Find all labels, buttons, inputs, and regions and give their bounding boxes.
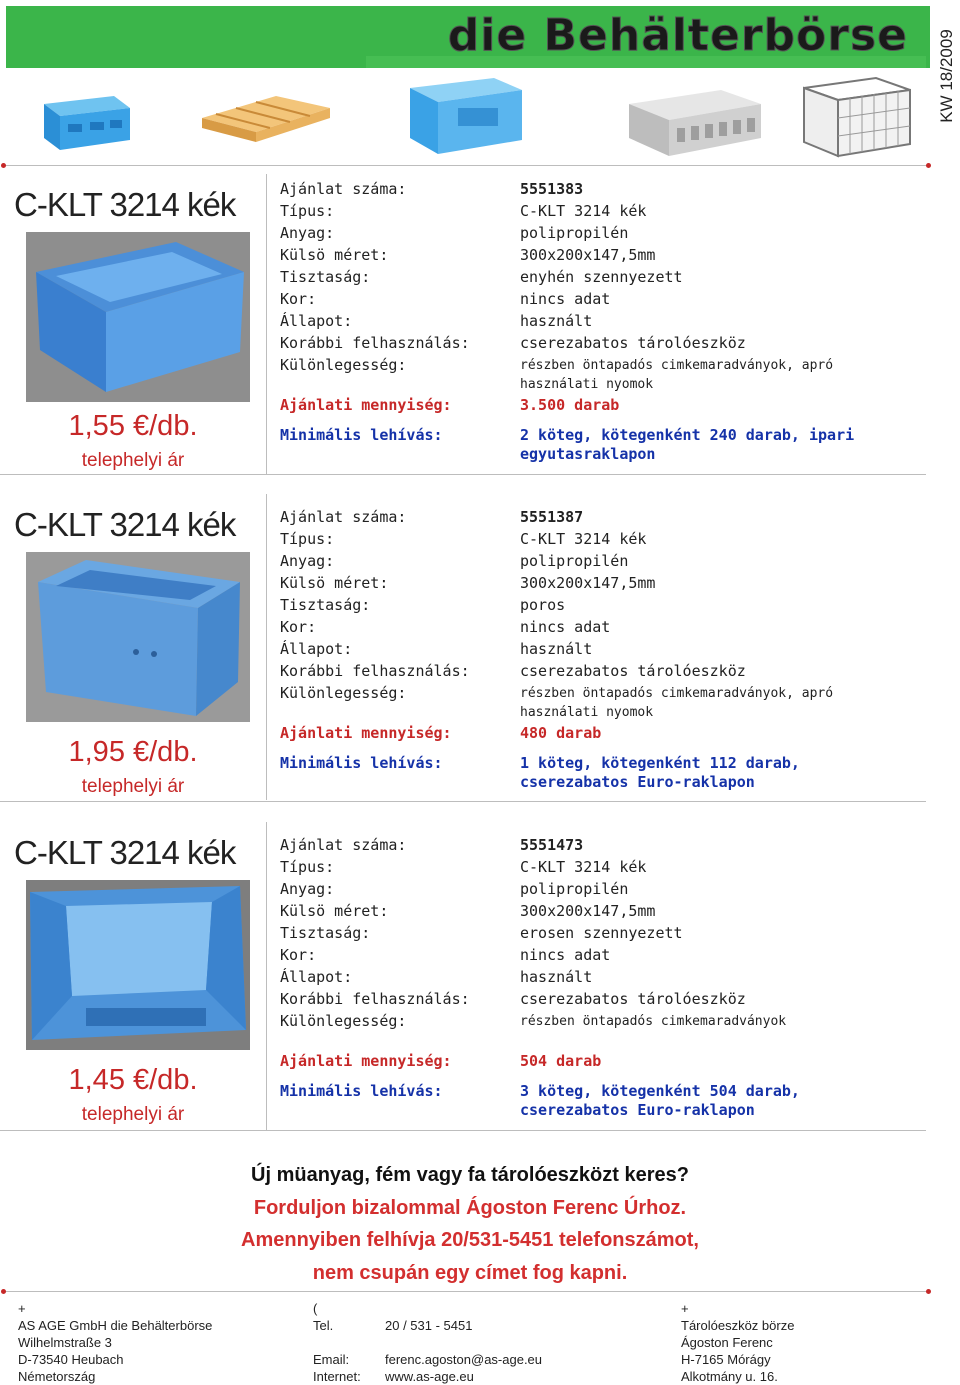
footer-agent <box>681 1300 794 1385</box>
divider-footer <box>4 1291 928 1292</box>
spec-condition: Állapot: használt <box>280 968 593 986</box>
agent-street: Alkotmány u. 16. <box>681 1369 778 1384</box>
offer-price-note: telephelyi ár <box>81 1104 185 1125</box>
footer-company <box>18 1300 212 1385</box>
metal-bin-image <box>398 74 528 160</box>
spec-type: Típus: C-KLT 3214 kék <box>280 858 647 876</box>
spec-material: Anyag: polipropilén <box>280 880 629 898</box>
offer-price: 1,55 €/db. <box>68 410 198 442</box>
agent-title: Tárolóeszköz börze <box>681 1318 795 1333</box>
web-label: Internet: <box>313 1369 361 1384</box>
spec-material: Anyag: polipropilén <box>280 224 629 242</box>
offer-title: C-KLT 3214 kék <box>14 186 236 223</box>
spec-min-order: Minimális lehívás: 3 köteg, kötegenként 504 darab, cserezabatos Euro-raklapon <box>280 1082 800 1119</box>
spec-special: Különlegesség: részben öntapadós cimkemaradványok, apró használati nyomok <box>280 356 834 392</box>
spec-dims: Külsö méret: 300x200x147,5mm <box>280 902 656 920</box>
spec-cleanliness: Tisztaság: enyhén szennyezett <box>280 268 683 286</box>
spec-offer-no: Ajánlat száma: 5551473 <box>280 836 584 854</box>
spec-dims: Külsö méret: 300x200x147,5mm <box>280 574 656 592</box>
offer-specs <box>280 180 920 466</box>
offer-separator <box>0 474 926 475</box>
spec-qty: Ajánlati mennyiség: 504 darab <box>280 1052 602 1070</box>
company-country: Németország <box>18 1369 96 1384</box>
spec-cleanliness: Tisztaság: poros <box>280 596 566 614</box>
brand-logo-title: die Behälterbörse <box>447 10 908 61</box>
column-divider <box>266 822 267 1130</box>
offer-price-note: telephelyi ár <box>81 450 185 471</box>
agent-name: Ágoston Ferenc <box>681 1335 773 1350</box>
spec-min-order: Minimális lehívás: 1 köteg, kötegenként 112 darab, cserezabatos Euro-raklapon <box>280 754 800 791</box>
tel-value[interactable]: 20 / 531 - 5451 <box>385 1318 473 1333</box>
spec-condition: Állapot: használt <box>280 640 593 658</box>
email-link[interactable]: ferenc.agoston@as-age.eu <box>385 1352 543 1367</box>
spec-dims: Külsö méret: 300x200x147,5mm <box>280 246 656 264</box>
offer-specs <box>280 508 920 794</box>
email-label: Email: <box>313 1352 350 1367</box>
company-street: Wilhelmstraße 3 <box>18 1335 112 1350</box>
offer-block-3 <box>0 822 930 1130</box>
cta-promise: nem csupán egy címet fog kapni. <box>312 1262 628 1284</box>
agent-symbol: + <box>681 1301 689 1316</box>
spec-offer-no: Ajánlat száma: 5551383 <box>280 180 584 198</box>
spec-qty: Ajánlati mennyiség: 3.500 darab <box>280 396 620 414</box>
spec-material: Anyag: polipropilén <box>280 552 629 570</box>
spec-prev-use: Korábbi felhasználás: cserezabatos tárolóeszköz <box>280 334 746 352</box>
spec-condition: Állapot: használt <box>280 312 593 330</box>
spec-cleanliness: Tisztaság: erosen szennyezett <box>280 924 683 942</box>
divider-top <box>4 165 928 166</box>
cta-phone: Amennyiben felhívja 20/531-5451 telefonszámot, <box>241 1229 699 1251</box>
agent-city: H-7165 Mórágy <box>681 1352 771 1367</box>
company-city: D-73540 Heubach <box>18 1352 124 1367</box>
spec-special: Különlegesség: részben öntapadós cimkemaradványok <box>280 1012 787 1030</box>
offer-price: 1,45 €/db. <box>68 1064 198 1096</box>
column-divider <box>266 494 267 800</box>
spec-prev-use: Korábbi felhasználás: cserezabatos tárolóeszköz <box>280 662 746 680</box>
address-symbol: + <box>18 1301 26 1316</box>
offer-separator <box>0 801 926 802</box>
spec-qty: Ajánlati mennyiség: 480 darab <box>280 724 602 742</box>
cta-contact: Forduljon bizalommal Ágoston Ferenc Úrhoz. <box>253 1197 687 1219</box>
spec-prev-use: Korábbi felhasználás: cserezabatos tárolóeszköz <box>280 990 746 1008</box>
spec-special: Különlegesség: részben öntapadós cimkemaradványok, apró használati nyomok <box>280 684 834 720</box>
wooden-pallet-image <box>196 82 336 152</box>
cta-question: Új müanyag, fém vagy fa tárolóeszközt keres? <box>251 1164 689 1186</box>
spec-type: Típus: C-KLT 3214 kék <box>280 530 647 548</box>
tel-label: Tel. <box>313 1318 334 1333</box>
offer-block-2 <box>0 494 930 800</box>
week-label: KW 18/2009 <box>937 29 956 123</box>
product-images-strip <box>6 70 930 162</box>
footer <box>0 1300 930 1385</box>
spec-offer-no: Ajánlat száma: 5551387 <box>280 508 584 526</box>
phone-symbol: ( <box>313 1301 318 1316</box>
wire-cage-image <box>796 72 916 160</box>
spec-age: Kor: nincs adat <box>280 290 611 308</box>
offer-specs <box>280 836 920 1122</box>
column-divider <box>266 174 267 474</box>
crate-photo <box>26 232 250 402</box>
spec-age: Kor: nincs adat <box>280 618 611 636</box>
offer-separator <box>0 1130 926 1131</box>
offer-price: 1,95 €/db. <box>68 736 198 768</box>
offer-block-1 <box>0 174 930 474</box>
web-link[interactable]: www.as-age.eu <box>385 1369 474 1384</box>
offer-title: C-KLT 3214 kék <box>14 506 236 543</box>
spec-age: Kor: nincs adat <box>280 946 611 964</box>
offer-price-note: telephelyi ár <box>81 776 185 797</box>
blue-crate-image <box>34 82 134 152</box>
company-name: AS AGE GmbH die Behälterbörse <box>18 1318 213 1333</box>
spec-min-order: Minimális lehívás: 2 köteg, kötegenként 240 darab, ipari egyutasraklapon <box>280 426 855 463</box>
header-banner <box>6 6 930 68</box>
grey-crate-image <box>621 82 766 162</box>
crate-photo <box>26 880 250 1050</box>
week-label-box <box>934 6 960 146</box>
footer-contact <box>313 1300 542 1385</box>
spec-type: Típus: C-KLT 3214 kék <box>280 202 647 220</box>
crate-photo <box>26 552 250 722</box>
offer-title: C-KLT 3214 kék <box>14 834 236 871</box>
